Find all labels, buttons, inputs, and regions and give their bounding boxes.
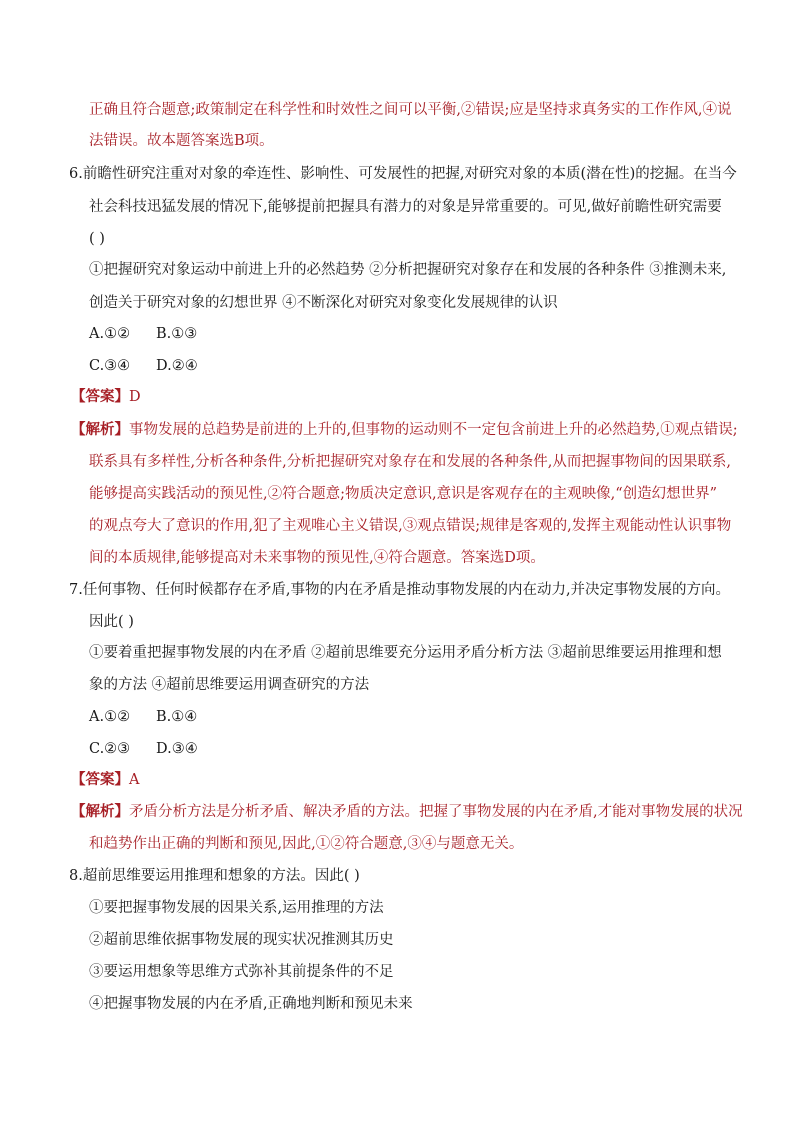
- q6-stem-line-2: 社会科技迅猛发展的情况下,能够提前把握具有潜力的对象是异常重要的。可见,做好前瞻性研究需要: [89, 199, 722, 215]
- q6-analysis-line-1: [71, 420, 738, 440]
- q7-choice-a: A.①②: [89, 709, 131, 725]
- q6-analysis-line-5: 间的本质规律,能够提高对未来事物的预见性,④符合题意。答案选D项。: [89, 550, 545, 566]
- q7-stem-line-2: 因此( ): [89, 614, 134, 630]
- q6-choice-a: A.①②: [89, 326, 131, 342]
- q6-analysis-label: 【解析】: [71, 421, 129, 438]
- q6-blank: ( ): [89, 231, 105, 247]
- q8-option-1: ①要把握事物发展的因果关系,运用推理的方法: [89, 900, 384, 916]
- q7-answer: [71, 770, 139, 790]
- q7-choice-c: C.②③: [89, 741, 131, 757]
- q7-choice-d: D.③④: [156, 741, 198, 757]
- q6-choice-c: C.③④: [89, 358, 131, 374]
- q6-options-line-2: 创造关于研究对象的幻想世界 ④不断深化对研究对象变化发展规律的认识: [89, 295, 558, 311]
- q7-choice-b: B.①④: [156, 709, 198, 725]
- q6-analysis-line-2: 联系具有多样性,分析各种条件,分析把握研究对象存在和发展的各种条件,从而把握事物间的因果联系,: [89, 454, 731, 470]
- prev-answer-line-2: 法错误。故本题答案选B项。: [89, 133, 274, 149]
- q8-option-4: ④把握事物发展的内在矛盾,正确地判断和预见未来: [89, 996, 413, 1012]
- q7-analysis-line-2: 和趋势作出正确的判断和预见,因此,①②符合题意,③④与题意无关。: [89, 836, 524, 852]
- q7-answer-label: 【答案】: [71, 771, 129, 788]
- q8-option-2: ②超前思维依据事物发展的现实状况推测其历史: [89, 932, 394, 948]
- q8-option-3: ③要运用想象等思维方式弥补其前提条件的不足: [89, 964, 394, 980]
- q6-answer: [71, 387, 141, 407]
- q7-options-line-1: ①要着重把握事物发展的内在矛盾 ②超前思维要充分运用矛盾分析方法 ③超前思维要运用推理和想: [89, 645, 722, 661]
- q7-analysis-line-1: [71, 802, 743, 822]
- prev-answer-line-1: 正确且符合题意;政策制定在科学性和时效性之间可以平衡,②错误;应是坚持求真务实的工作作风,④说: [89, 102, 732, 118]
- q7-options-line-2: 象的方法 ④超前思维要运用调查研究的方法: [89, 677, 370, 693]
- q6-analysis-line-3: 能够提高实践活动的预见性,②符合题意;物质决定意识,意识是客观存在的主观映像,“创造幻想世界”: [89, 486, 718, 502]
- q6-analysis-line-4: 的观点夸大了意识的作用,犯了主观唯心主义错误,③观点错误;规律是客观的,发挥主观能动性认识事物: [89, 518, 732, 534]
- q6-analysis-text-1: 事物发展的总趋势是前进的上升的,但事物的运动则不一定包含前进上升的必然趋势,①观点错误;: [129, 422, 738, 438]
- q7-stem-line-1: 7.任何事物、任何时候都存在矛盾,事物的内在矛盾是推动事物发展的内在动力,并决定事物发展的方向。: [69, 582, 731, 598]
- q8-stem: 8.超前思维要运用推理和想象的方法。因此( ): [69, 868, 360, 884]
- q6-stem-line-1: 6.前瞻性研究注重对对象的牵连性、影响性、可发展性的把握,对研究对象的本质(潜在性)的挖掘。在当今: [69, 166, 737, 182]
- q6-answer-value: D: [129, 389, 141, 405]
- q7-analysis-text-1: 矛盾分析方法是分析矛盾、解决矛盾的方法。把握了事物发展的内在矛盾,才能对事物发展的状况: [129, 804, 743, 820]
- q6-options-line-1: ①把握研究对象运动中前进上升的必然趋势 ②分析把握研究对象存在和发展的各种条件 ③推测未来,: [89, 262, 727, 278]
- q6-choice-b: B.①③: [156, 326, 198, 342]
- q6-choice-d: D.②④: [156, 358, 198, 374]
- q7-analysis-label: 【解析】: [71, 803, 129, 820]
- q6-answer-label: 【答案】: [71, 388, 129, 405]
- q7-answer-value: A: [129, 772, 140, 788]
